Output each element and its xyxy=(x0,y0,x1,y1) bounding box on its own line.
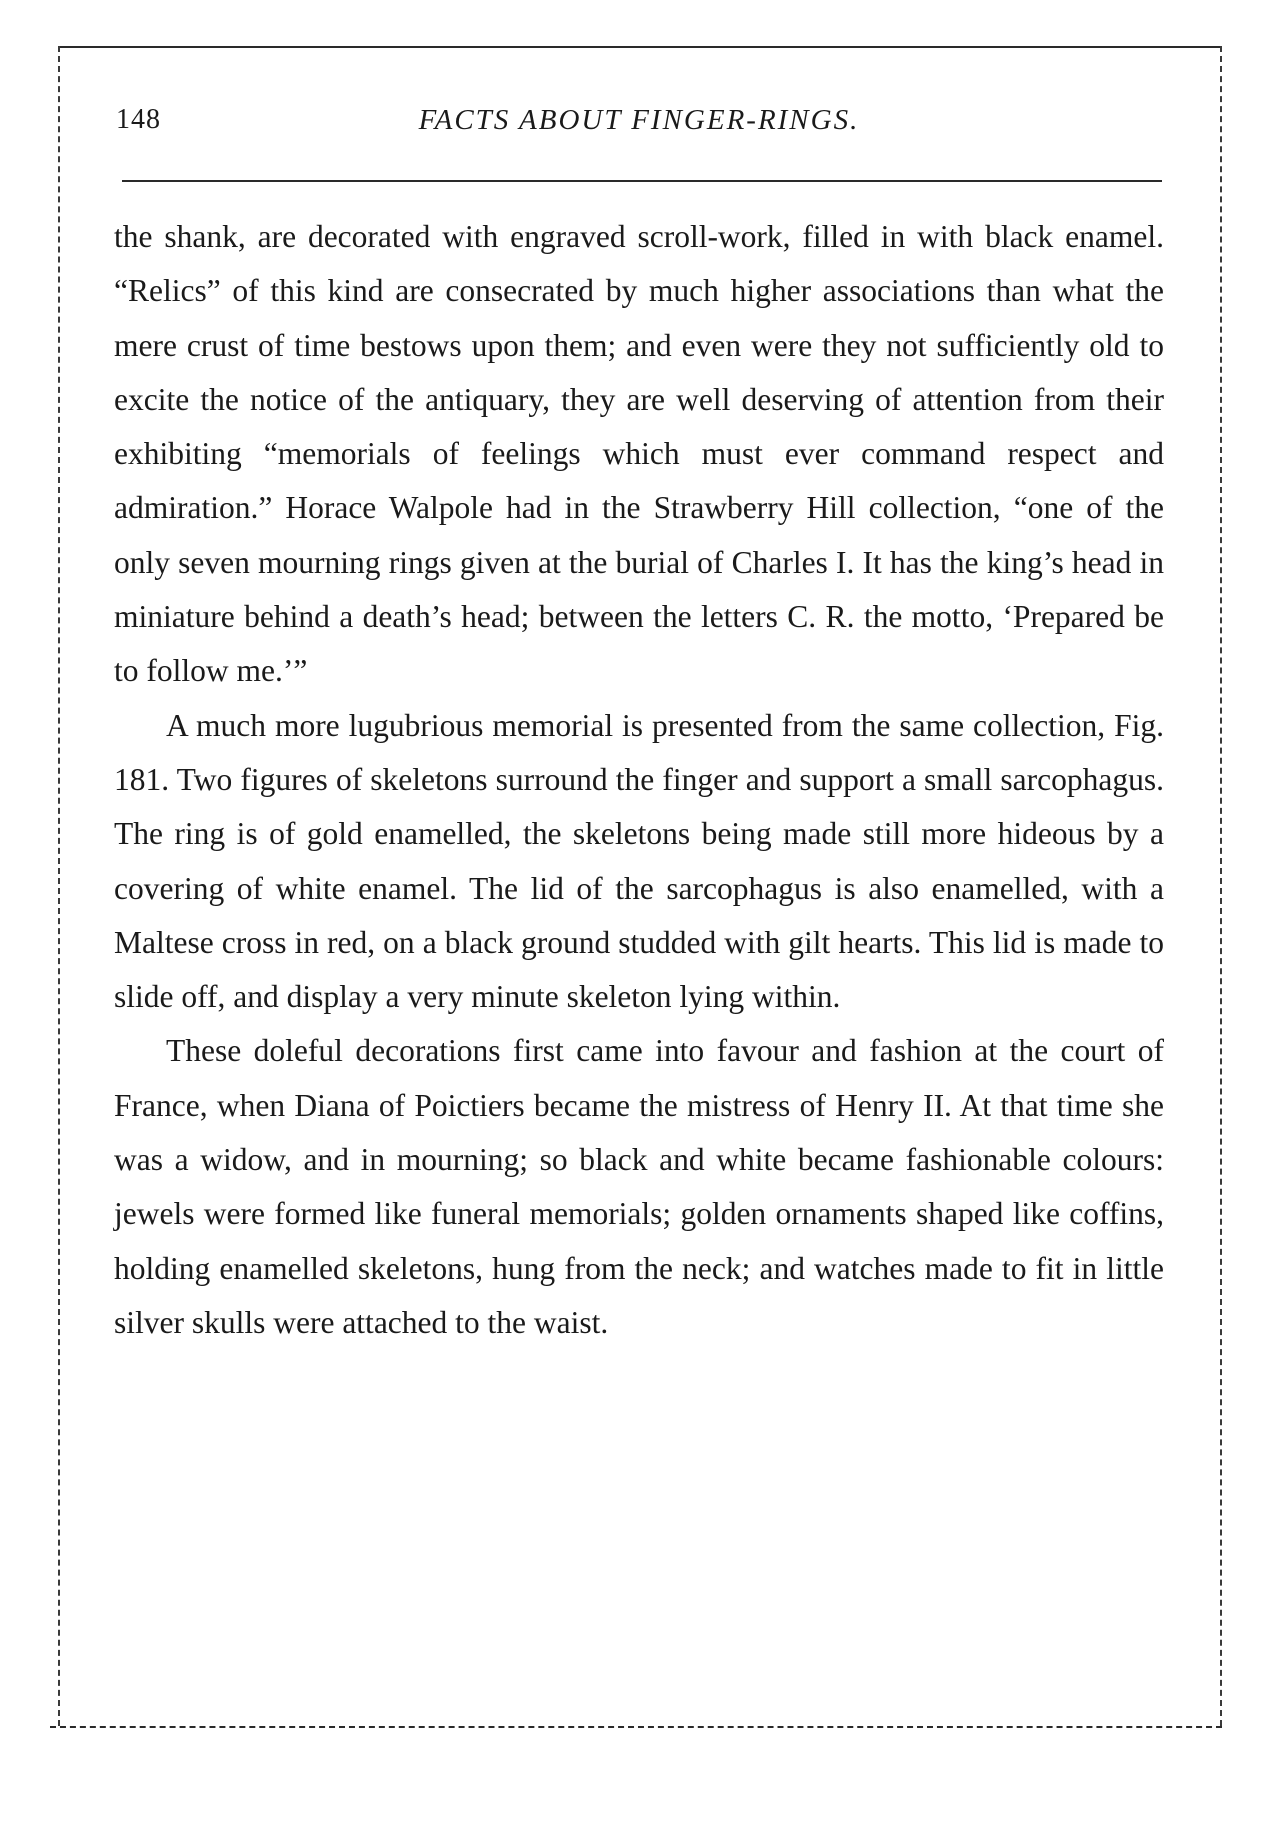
header-rule xyxy=(122,180,1162,182)
page-header xyxy=(116,104,1162,148)
paragraph-1: the shank, are decorated with engraved scroll-work, filled in with black enamel. “Relics” of this kind are consecrated by much higher associations than what the mere crust of time bestows upon them; and even were they not sufficiently old to excite the notice of the antiquary, they are well deserving of attention from their exhibiting “memorials of feelings which must ever command respect and admiration.” Horace Walpole had in the Strawberry Hill collection, “one of the only seven mourning rings given at the burial of Charles I. It has the king’s head in miniature behind a death’s head; between the letters C. R. the motto, ‘Prepared be to follow me.’” xyxy=(114,219,1164,689)
page-frame-right-line xyxy=(1220,46,1222,1726)
page-frame-top-line xyxy=(60,46,1222,48)
page-number: 148 xyxy=(116,104,161,135)
body-text xyxy=(114,210,1164,1350)
page-frame-left-line xyxy=(58,46,60,1726)
page-frame-bottom-line xyxy=(50,1726,1222,1728)
running-title: FACTS ABOUT FINGER-RINGS. xyxy=(418,104,860,136)
paragraph-3: These doleful decorations first came into favour and fashion at the court of France, when Diana of Poictiers became the mistress of Henry II. At that time she was a widow, and in mourning; so black and white became fashionable colours: jewels were formed like funeral memorials; golden ornaments shaped like coffins, holding enamelled skeletons, hung from the neck; and watches made to fit in little silver skulls were attached to the waist. xyxy=(114,1033,1164,1340)
paragraph-2: A much more lugubrious memorial is presented from the same collection, Fig. 181. Two figures of skeletons surround the finger and support a small sarcophagus. The ring is of gold enamelled, the skeletons being made still more hideous by a covering of white enamel. The lid of the sarcophagus is also enamelled, with a Maltese cross in red, on a black ground studded with gilt hearts. This lid is made to slide off, and display a very minute skeleton lying within. xyxy=(114,707,1164,1015)
